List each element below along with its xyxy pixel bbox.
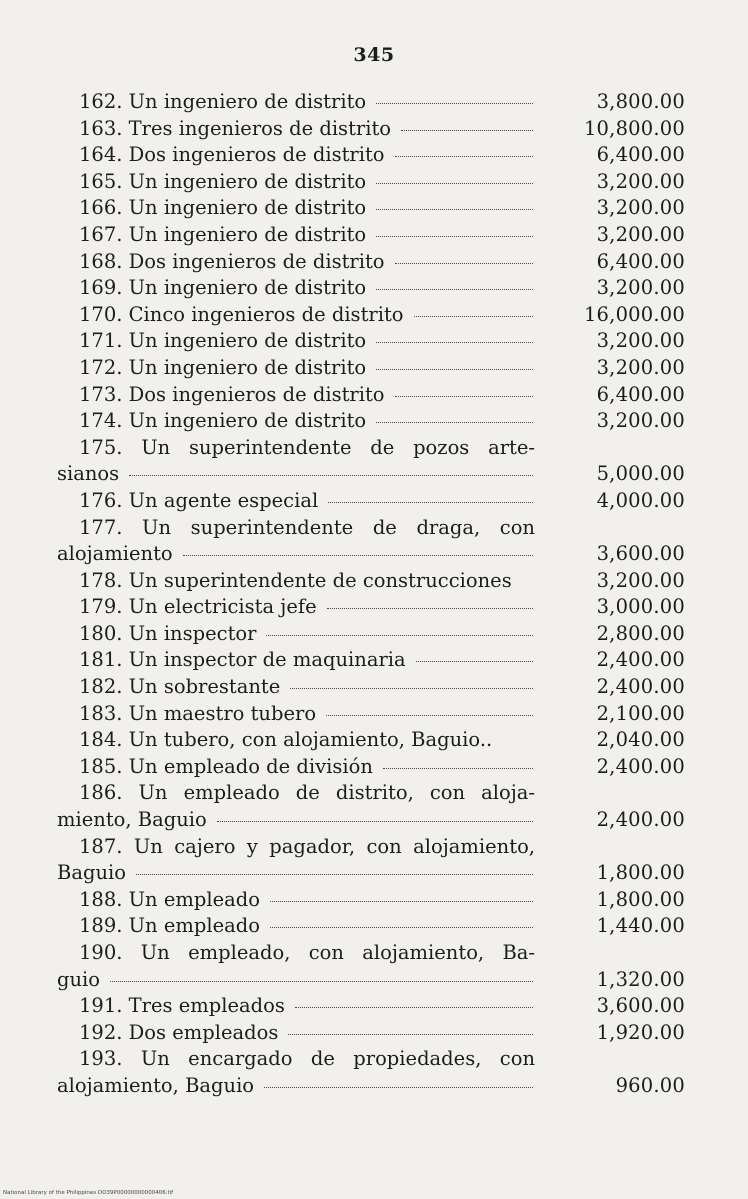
entry-description: Un ingeniero de distrito: [128, 276, 367, 300]
dot-leader: [376, 422, 533, 423]
entry-description: Un ingeniero de distrito: [128, 355, 367, 379]
entry-number: 185.: [79, 754, 123, 778]
budget-entry: [57, 302, 697, 329]
budget-entry: [57, 754, 697, 781]
entry-description: Un inspector de maquinaria: [128, 648, 406, 672]
entry-number: 167.: [79, 222, 123, 246]
entry-number: 169.: [79, 276, 123, 300]
entry-number: 192.: [79, 1020, 123, 1044]
entry-description: Un empleado de división: [128, 754, 373, 778]
entry-number: 163.: [79, 116, 123, 140]
dot-leader: [376, 369, 533, 370]
entry-amount: 6,400.00: [596, 143, 685, 167]
dot-leader: [395, 156, 533, 157]
entry-description-continuation: sianos: [57, 462, 120, 486]
entry-number: 180.: [79, 621, 123, 645]
entry-amount: 3,200.00: [596, 329, 685, 353]
budget-entry: [57, 435, 697, 488]
dot-leader: [270, 927, 533, 928]
budget-entry: [57, 222, 697, 249]
dot-leader: [183, 555, 533, 556]
entry-description: Un ingeniero de distrito: [128, 329, 367, 353]
budget-entry: [57, 834, 697, 887]
entry-number: 184.: [79, 728, 123, 752]
entry-number: 179.: [79, 595, 123, 619]
entry-amount: 2,800.00: [596, 621, 685, 645]
dot-leader: [266, 635, 533, 636]
entry-amount: 3,200.00: [596, 169, 685, 193]
dot-leader: [136, 874, 533, 875]
entry-number: 183.: [79, 701, 123, 725]
entry-description: Un maestro tubero: [128, 701, 317, 725]
dot-leader: [414, 316, 533, 317]
entry-number: 188.: [79, 887, 123, 911]
entry-number: 187.: [79, 834, 123, 858]
budget-entry: [57, 568, 697, 595]
dot-leader: [110, 981, 533, 982]
budget-entry: [57, 727, 697, 754]
entry-amount: 3,200.00: [596, 568, 685, 592]
entry-first-line: [57, 515, 535, 542]
dot-leader: [328, 502, 533, 503]
entry-description: Un inspector: [128, 621, 257, 645]
entry-amount: 16,000.00: [583, 302, 685, 326]
entry-number: 174.: [79, 409, 123, 433]
budget-entry: [57, 1046, 697, 1099]
entry-description-continuation: miento, Baguio: [57, 808, 207, 832]
page-number: 345: [353, 44, 395, 66]
entry-amount: 2,400.00: [596, 754, 685, 778]
dot-leader: [376, 342, 533, 343]
entry-amount: 3,200.00: [596, 409, 685, 433]
entry-amount: 2,400.00: [596, 675, 685, 699]
entry-first-line: [57, 1046, 535, 1073]
entry-number: 170.: [79, 302, 123, 326]
budget-entry: [57, 275, 697, 302]
budget-entry: [57, 408, 697, 435]
budget-entry: [57, 887, 697, 914]
dot-leader: [383, 768, 533, 769]
dot-leader: [288, 1034, 533, 1035]
entry-description: Un empleado: [128, 914, 260, 938]
entry-description: Un superintendente de draga, con: [142, 515, 535, 539]
budget-entry: [57, 647, 697, 674]
entry-number: 162.: [79, 90, 123, 113]
budget-entry: [57, 940, 697, 993]
dot-leader: [395, 396, 533, 397]
entry-description: Un sobrestante: [128, 675, 281, 699]
budget-entry: [57, 701, 697, 728]
entry-number: 186.: [79, 781, 123, 805]
entry-amount: 3,200.00: [596, 222, 685, 246]
budget-entry: [57, 780, 697, 833]
entry-number: 190.: [79, 941, 123, 964]
entry-description: Un tubero, con alojamiento, Baguio..: [128, 728, 493, 752]
entry-amount: 5,000.00: [596, 462, 685, 486]
entry-amount: 1,800.00: [596, 887, 685, 911]
entry-number: 178.: [79, 568, 123, 592]
entry-number: 166.: [79, 196, 123, 220]
budget-entries-list: [57, 89, 697, 1100]
dot-leader: [326, 715, 533, 716]
budget-entry: [57, 328, 697, 355]
dot-leader: [401, 130, 533, 131]
entry-amount: 3,000.00: [596, 595, 685, 619]
entry-number: 165.: [79, 169, 123, 193]
budget-entry: [57, 515, 697, 568]
entry-description: Un superintendente de pozos arte-: [141, 435, 535, 459]
entry-number: 182.: [79, 675, 123, 699]
budget-entry: [57, 382, 697, 409]
entry-number: 181.: [79, 648, 123, 672]
entry-amount: 2,100.00: [596, 701, 685, 725]
entry-amount: 2,400.00: [596, 808, 685, 832]
entry-description: Dos ingenieros de distrito: [128, 143, 385, 167]
entry-description: Dos ingenieros de distrito: [128, 249, 385, 273]
entry-number: 191.: [79, 994, 123, 1018]
entry-description-continuation: alojamiento: [57, 542, 173, 566]
entry-description: Un ingeniero de distrito: [128, 222, 367, 246]
entry-amount: 6,400.00: [596, 249, 685, 273]
entry-description: Un ingeniero de distrito: [128, 169, 367, 193]
scan-source-note: National Library of the Philippines DO39P00000000000406.tif: [3, 1190, 174, 1196]
entry-description: Un encargado de propiedades, con: [140, 1047, 536, 1071]
budget-entry: [57, 1020, 697, 1047]
entry-amount: 960.00: [615, 1073, 685, 1097]
entry-first-line: [57, 834, 535, 861]
entry-number: 175.: [79, 435, 123, 459]
dot-leader: [416, 661, 533, 662]
entry-description: Un empleado de distrito, con aloja-: [138, 781, 535, 805]
budget-entry: [57, 89, 697, 116]
budget-entry: [57, 621, 697, 648]
entry-description: Cinco ingenieros de distrito: [128, 302, 404, 326]
dot-leader: [376, 289, 533, 290]
entry-description: Dos ingenieros de distrito: [128, 382, 385, 406]
entry-description: Un electricista jefe: [128, 595, 317, 619]
entry-amount: 3,600.00: [596, 542, 685, 566]
entry-number: 189.: [79, 914, 123, 938]
entry-amount: 2,040.00: [596, 728, 685, 752]
dot-leader: [264, 1087, 533, 1088]
budget-entry: [57, 674, 697, 701]
dot-leader: [129, 475, 533, 476]
entry-description-continuation: guio: [57, 967, 101, 991]
budget-entry: [57, 993, 697, 1020]
dot-leader: [270, 901, 533, 902]
budget-entry: [57, 116, 697, 143]
entry-amount: 2,400.00: [596, 648, 685, 672]
entry-amount: 3,600.00: [596, 994, 685, 1018]
entry-first-line: [57, 780, 535, 807]
entry-amount: 1,440.00: [596, 914, 685, 938]
budget-entry: [57, 913, 697, 940]
entry-description: Un empleado, con alojamiento, Ba-: [140, 941, 536, 964]
entry-first-line: [57, 435, 535, 462]
entry-description: Un ingeniero de distrito: [128, 90, 367, 113]
budget-entry: [57, 249, 697, 276]
dot-leader: [376, 183, 533, 184]
entry-description: Tres ingenieros de distrito: [128, 116, 392, 140]
entry-number: 176.: [79, 488, 123, 512]
entry-number: 164.: [79, 143, 123, 167]
entry-amount: 10,800.00: [583, 116, 685, 140]
entry-number: 193.: [79, 1047, 123, 1071]
entry-description: Tres empleados: [128, 994, 285, 1018]
dot-leader: [327, 608, 533, 609]
budget-entry: [57, 488, 697, 515]
entry-description: Dos empleados: [128, 1020, 279, 1044]
dot-leader: [376, 209, 533, 210]
entry-description: Un superintendente de construcciones: [128, 568, 512, 592]
dot-leader: [217, 821, 533, 822]
entry-amount: 3,800.00: [596, 90, 685, 113]
budget-entry: [57, 594, 697, 621]
entry-amount: 3,200.00: [596, 355, 685, 379]
dot-leader: [376, 236, 533, 237]
entry-number: 173.: [79, 382, 123, 406]
entry-description-continuation: Baguio: [57, 861, 126, 885]
entry-amount: 1,920.00: [596, 1020, 685, 1044]
entry-amount: 3,200.00: [596, 276, 685, 300]
dot-leader: [295, 1007, 533, 1008]
dot-leader: [395, 263, 533, 264]
entry-number: 172.: [79, 355, 123, 379]
entry-description-continuation: alojamiento, Baguio: [57, 1073, 255, 1097]
entry-description: Un ingeniero de distrito: [128, 196, 367, 220]
budget-entry: [57, 169, 697, 196]
entry-first-line: [57, 940, 535, 967]
entry-amount: 1,320.00: [596, 967, 685, 991]
dot-leader: [290, 688, 533, 689]
entry-description: Un empleado: [128, 887, 260, 911]
budget-entry: [57, 195, 697, 222]
budget-entry: [57, 142, 697, 169]
entry-number: 168.: [79, 249, 123, 273]
entry-amount: 4,000.00: [596, 488, 685, 512]
budget-entry: [57, 355, 697, 382]
entry-description: Un cajero y pagador, con alojamiento,: [133, 834, 536, 858]
entry-description: Un ingeniero de distrito: [128, 409, 367, 433]
entry-amount: 1,800.00: [596, 861, 685, 885]
entry-amount: 3,200.00: [596, 196, 685, 220]
entry-description: Un agente especial: [128, 488, 319, 512]
entry-amount: 6,400.00: [596, 382, 685, 406]
dot-leader: [376, 103, 533, 104]
entry-number: 171.: [79, 329, 123, 353]
entry-number: 177.: [79, 515, 123, 539]
